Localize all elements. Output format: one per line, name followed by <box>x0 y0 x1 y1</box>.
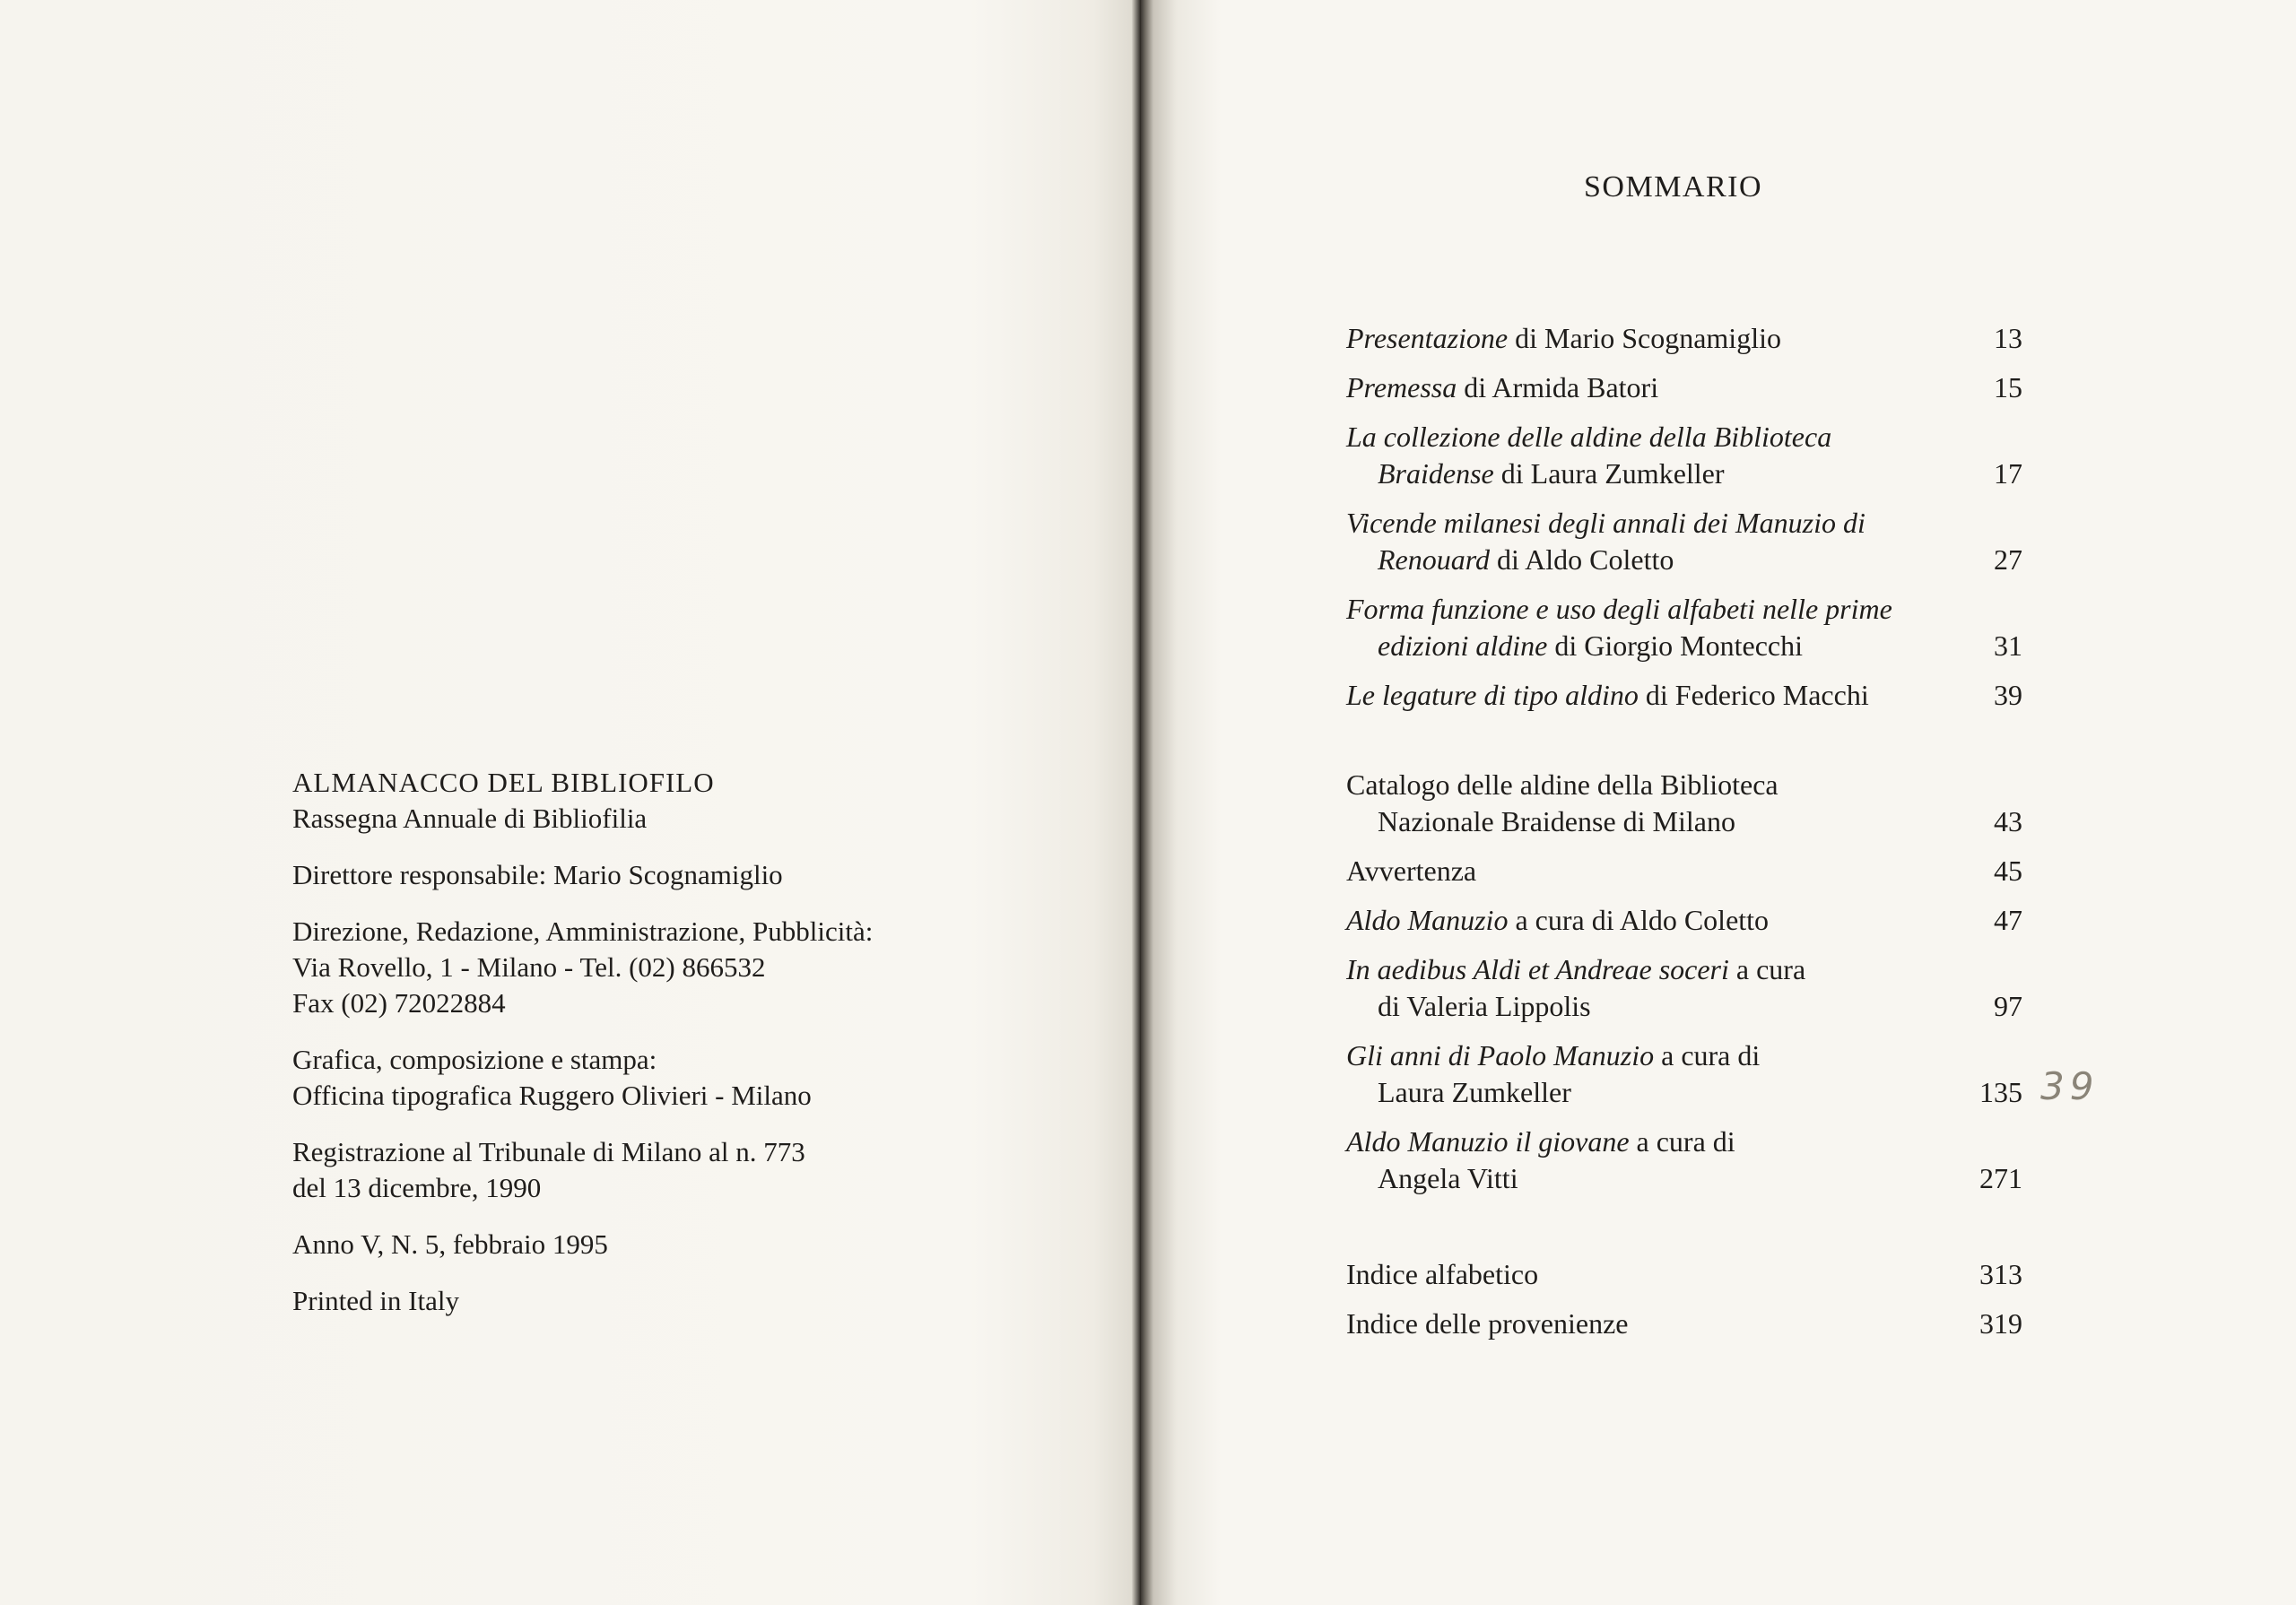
toc-entry-line <box>1346 455 2022 492</box>
print-line: Officina tipografica Ruggero Olivieri - Milano <box>292 1080 812 1111</box>
toc-author-text: Angela Vitti <box>1378 1162 1518 1194</box>
toc-entry <box>1346 1256 2022 1293</box>
toc-title-text: Vicende milanesi degli annali dei Manuzio di <box>1346 507 1866 539</box>
toc-entry-line <box>1346 1074 2022 1111</box>
toc-title-text: Forma funzione e uso degli alfabeti nelle prime <box>1346 593 1892 625</box>
toc-entry-line <box>1346 369 2022 406</box>
toc-entry-line <box>1346 988 2022 1025</box>
imprint-block <box>292 765 974 1340</box>
toc-author-text: a cura di <box>1654 1039 1761 1071</box>
director-line: Direttore responsabile: Mario Scognamiglio <box>292 859 783 890</box>
toc-entry <box>1346 767 2022 840</box>
toc-entry-line <box>1346 591 2022 628</box>
toc-title-text: Le legature di tipo aldino <box>1346 679 1639 711</box>
toc-page-number: 15 <box>1994 371 2022 403</box>
toc-author-text: di Mario Scognamiglio <box>1508 322 1781 354</box>
toc-page-number: 313 <box>1979 1258 2022 1290</box>
toc-entry-line <box>1346 853 2022 889</box>
toc-entry-line <box>1346 902 2022 939</box>
toc-entry <box>1346 320 2022 357</box>
toc-author-text: di Valeria Lippolis <box>1378 990 1591 1022</box>
toc-author-text: Laura Zumkeller <box>1378 1076 1571 1108</box>
toc-page-number: 27 <box>1994 543 2022 576</box>
toc-entry-line <box>1346 1306 2022 1342</box>
toc-entry <box>1346 1037 2022 1111</box>
toc-title-text: Presentazione <box>1346 322 1509 354</box>
toc-author-text: Catalogo delle aldine della Biblioteca <box>1346 768 1779 801</box>
toc-entry <box>1346 369 2022 406</box>
toc-title-text: Aldo Manuzio <box>1346 904 1509 936</box>
pencil-annotation: 39 <box>2040 1064 2100 1108</box>
toc-title-text: In aedibus Aldi et Andreae soceri <box>1346 953 1729 985</box>
journal-subtitle: Rassegna Annuale di Bibliofilia <box>292 802 648 834</box>
toc-section-gap <box>1346 726 2022 767</box>
toc-title-text: Braidense <box>1378 457 1494 490</box>
toc-page-number: 271 <box>1979 1162 2022 1194</box>
toc-author-text: di Giorgio Montecchi <box>1547 629 1804 662</box>
toc-title-text: Gli anni di Paolo Manuzio <box>1346 1039 1655 1071</box>
toc-entry-line <box>1346 1256 2022 1293</box>
left-page <box>0 0 1139 1605</box>
toc-entry <box>1346 591 2022 664</box>
toc-page-number: 13 <box>1994 322 2022 354</box>
toc-page-number: 31 <box>1994 629 2022 662</box>
toc-entry-line <box>1346 767 2022 803</box>
toc-author-text: Nazionale Braidense di Milano <box>1378 805 1735 837</box>
toc-title-text: La collezione delle aldine della Biblioteca <box>1346 421 1832 453</box>
toc-page-number: 43 <box>1994 805 2022 837</box>
toc-title-text: Premessa <box>1346 371 1457 403</box>
toc-title-text: Renouard <box>1378 543 1491 576</box>
toc-page-number: 135 <box>1979 1076 2022 1108</box>
toc-entry-line <box>1346 1037 2022 1074</box>
toc-author-text: a cura di <box>1629 1125 1735 1158</box>
toc-entry-line <box>1346 320 2022 357</box>
toc-author-text: Indice delle provenienze <box>1346 1307 1629 1340</box>
contents-heading: SOMMARIO <box>1584 170 1763 204</box>
toc-entry-line <box>1346 505 2022 542</box>
toc-entry-line <box>1346 419 2022 455</box>
toc-page-number: 17 <box>1994 457 2022 490</box>
toc-entry-line <box>1346 1124 2022 1160</box>
print-line: Grafica, composizione e stampa: <box>292 1044 657 1075</box>
toc-title-text: edizioni aldine <box>1378 629 1548 662</box>
toc-author-text: di Laura Zumkeller <box>1493 457 1725 490</box>
toc-author-text: a cura di Aldo Coletto <box>1508 904 1770 936</box>
toc-entry-line <box>1346 951 2022 988</box>
toc-entry <box>1346 505 2022 578</box>
toc-entry-line <box>1346 677 2022 714</box>
table-of-contents <box>1346 320 2022 1355</box>
toc-entry <box>1346 902 2022 939</box>
toc-entry <box>1346 1306 2022 1342</box>
printed-line: Printed in Italy <box>292 1285 459 1316</box>
toc-page-number: 45 <box>1994 855 2022 887</box>
toc-author-text: di Armida Batori <box>1457 371 1659 403</box>
toc-page-number: 319 <box>1979 1307 2022 1340</box>
toc-entry-line <box>1346 1160 2022 1197</box>
office-line: Fax (02) 72022884 <box>292 987 506 1019</box>
toc-entry <box>1346 853 2022 889</box>
office-line: Direzione, Redazione, Amministrazione, Pubblicità: <box>292 915 874 947</box>
toc-author-text: Indice alfabetico <box>1346 1258 1539 1290</box>
toc-section-gap <box>1346 1210 2022 1256</box>
toc-entry <box>1346 951 2022 1025</box>
toc-author-text: di Federico Macchi <box>1638 679 1869 711</box>
toc-author-text: Avvertenza <box>1346 855 1477 887</box>
toc-page-number: 39 <box>1994 679 2022 711</box>
registration-line: Registrazione al Tribunale di Milano al n. 773 <box>292 1136 805 1167</box>
toc-page-number: 97 <box>1994 990 2022 1022</box>
toc-entry <box>1346 419 2022 492</box>
toc-entry-line <box>1346 803 2022 840</box>
issue-line: Anno V, N. 5, febbraio 1995 <box>292 1228 608 1260</box>
office-line: Via Rovello, 1 - Milano - Tel. (02) 866532 <box>292 951 766 983</box>
journal-title: ALMANACCO DEL BIBLIOFILO <box>292 767 715 798</box>
toc-entry-line <box>1346 542 2022 578</box>
toc-title-text: Aldo Manuzio il giovane <box>1346 1125 1630 1158</box>
toc-entry <box>1346 1124 2022 1197</box>
toc-entry <box>1346 677 2022 714</box>
toc-author-text: a cura <box>1728 953 1806 985</box>
toc-entry-line <box>1346 628 2022 664</box>
toc-author-text: di Aldo Coletto <box>1490 543 1674 576</box>
toc-page-number: 47 <box>1994 904 2022 936</box>
registration-line: del 13 dicembre, 1990 <box>292 1172 542 1203</box>
